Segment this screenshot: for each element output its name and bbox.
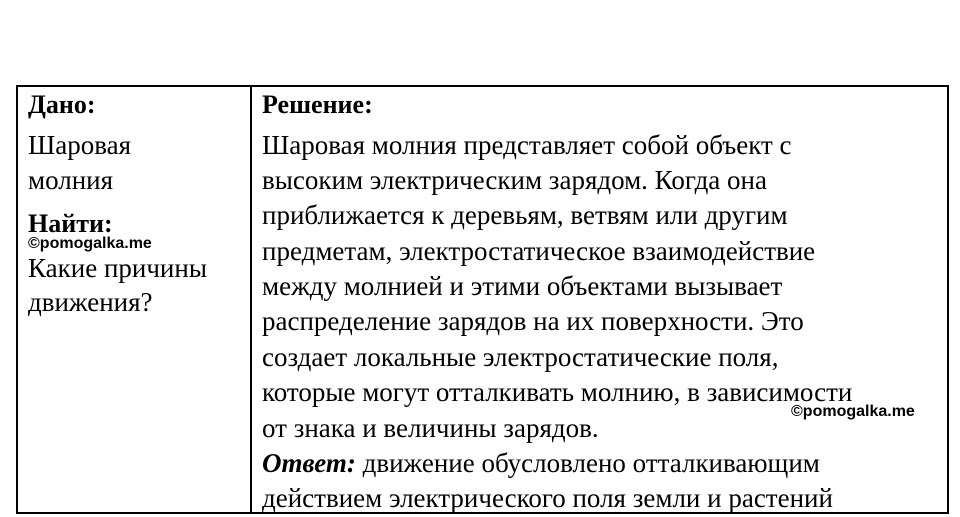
given-column — [18, 87, 252, 512]
solution-line: создает локальные электростатические поля, — [262, 342, 779, 372]
watermark-left: ©pomogalka.me — [28, 235, 152, 252]
find-line-2: движения? — [28, 287, 153, 317]
answer-line-1 — [262, 446, 820, 481]
solution-line: высоким электрическим зарядом. Когда она — [262, 165, 767, 195]
solution-column — [252, 87, 947, 512]
given-line-1: Шаровая — [28, 130, 132, 160]
solution-line: приближается к деревьям, ветвям или другим — [262, 200, 788, 230]
solution-line: между молнией и этими объектами вызывает — [262, 271, 783, 301]
solution-table — [16, 85, 949, 514]
solution-line: Шаровая молния представляет собой объект с — [262, 130, 792, 160]
find-line-1: Какие причины — [28, 253, 207, 283]
watermark-right: ©pomogalka.me — [791, 403, 915, 420]
find-heading: Найти: — [28, 209, 113, 238]
given-line-2: молния — [28, 165, 114, 195]
given-heading: Дано: — [28, 90, 96, 119]
answer-label: Ответ: — [262, 448, 356, 478]
solution-line: от знака и величины зарядов. — [262, 413, 599, 443]
solution-line: предметам, электростатическое взаимодействие — [262, 236, 816, 266]
answer-line-2: действием электрического поля земли и растений — [262, 483, 833, 513]
solution-line: которые могут отталкивать молнию, в зависимости — [262, 377, 853, 407]
solution-line: распределение зарядов на их поверхности. Это — [262, 306, 804, 336]
answer-text: движение обусловлено отталкивающим — [355, 448, 820, 478]
solution-heading: Решение: — [262, 90, 373, 119]
